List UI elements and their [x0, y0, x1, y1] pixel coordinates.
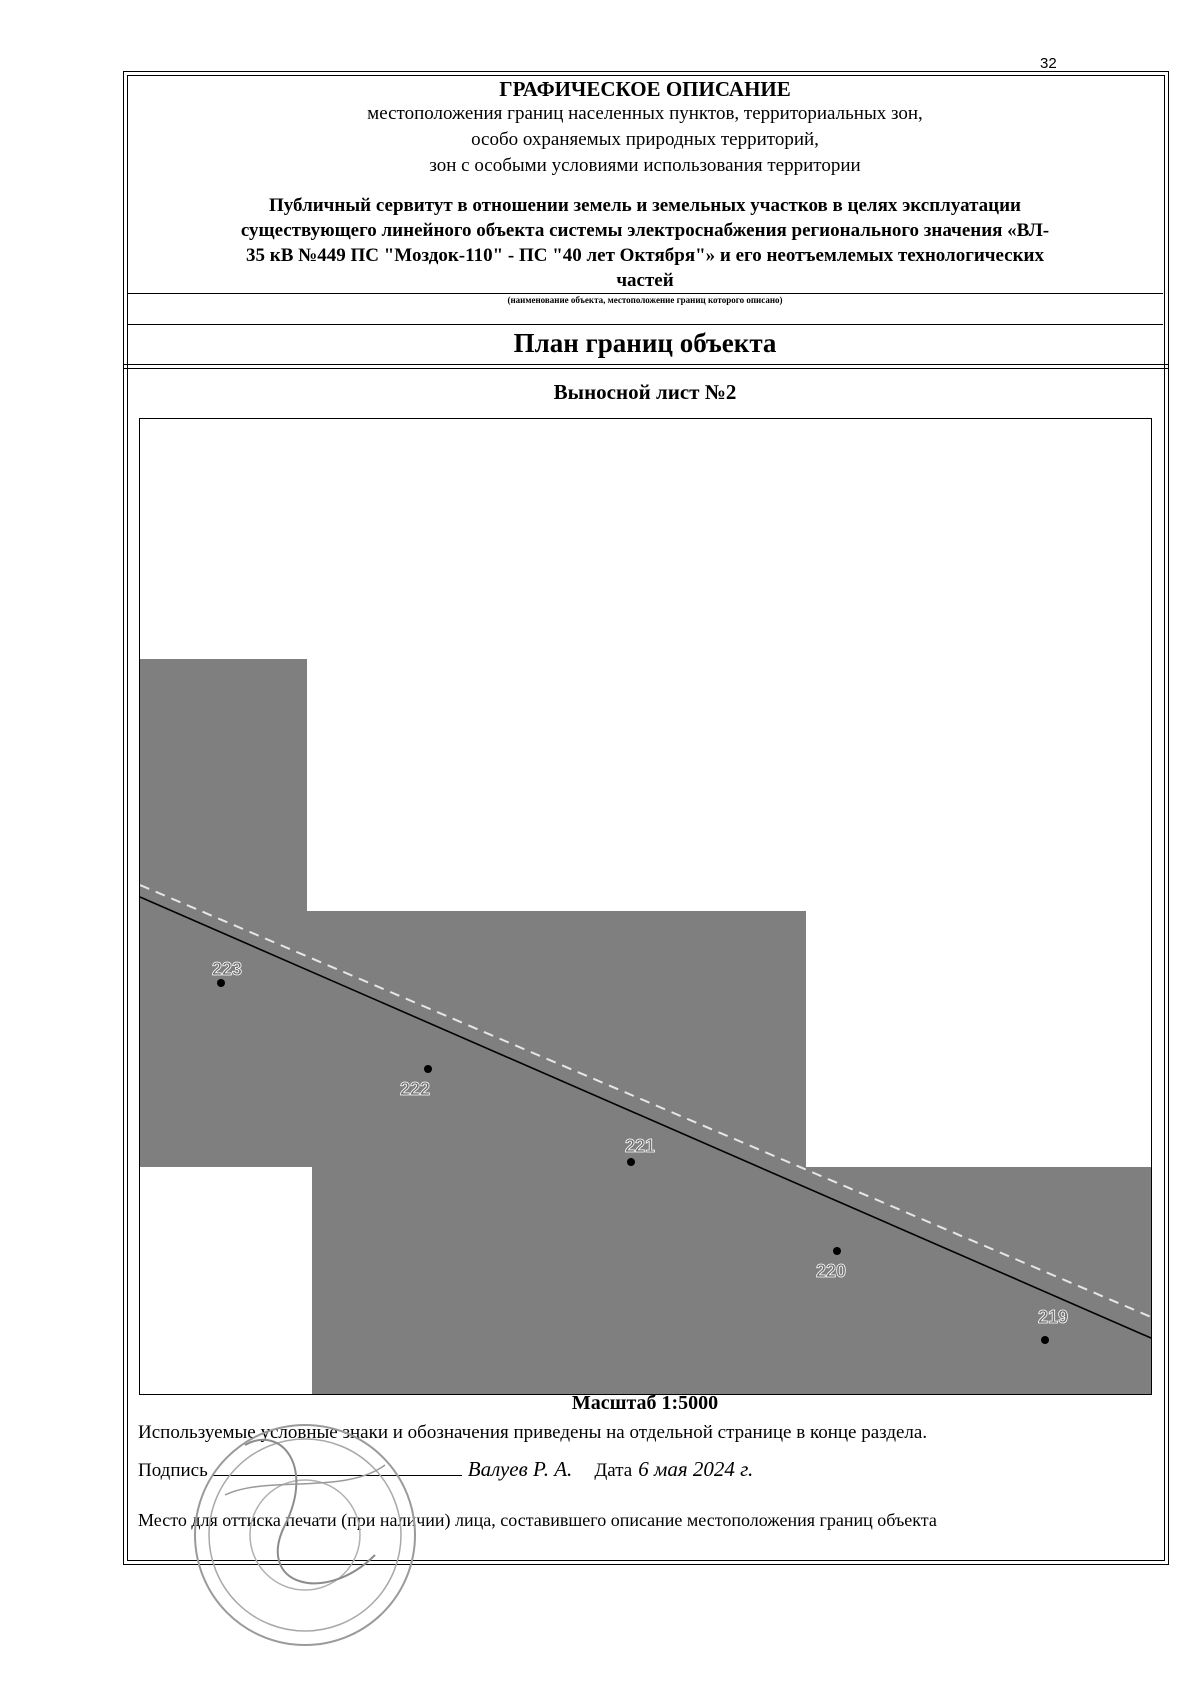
object-name-line-4: частей [616, 270, 674, 291]
point-marker [627, 1158, 635, 1166]
object-name-line-3: 35 кВ №449 ПС "Моздок-110" - ПС "40 лет Октября"» и его неотъемлемых технологических [246, 245, 1044, 266]
date-label: Дата [594, 1460, 633, 1481]
divider [123, 368, 1169, 369]
divider [127, 293, 1163, 294]
document-title: ГРАФИЧЕСКОЕ ОПИСАНИЕ [499, 77, 791, 101]
sheet-title: Выносной лист №2 [553, 380, 737, 404]
stamp-note: Место для оттиска печати (при наличии) лица, составившего описание местоположения границ объекта [138, 1510, 937, 1530]
object-name [155, 193, 1135, 293]
zone-polygon [140, 659, 1151, 1394]
point-marker [833, 1247, 841, 1255]
signature-label: Подпись [138, 1460, 208, 1481]
point-label: 221 [625, 1136, 656, 1156]
date-value: 6 мая 2024 г. [638, 1457, 754, 1481]
subtitle-line-3: зон с особыми условиями использования территории [429, 155, 861, 176]
divider [127, 324, 1163, 325]
page-number: 32 [1040, 55, 1057, 72]
divider [123, 364, 1169, 365]
boundary-map [140, 419, 1151, 1394]
plan-title: План границ объекта [513, 328, 777, 358]
map-scale: Масштаб 1:5000 [571, 1392, 719, 1414]
subtitle-line-1: местоположения границ населенных пунктов, территориальных зон, [367, 103, 923, 124]
object-caption: (наименование объекта, местоположение границ которого описано) [507, 295, 783, 305]
subtitle-line-2: особо охраняемых природных территорий, [471, 129, 819, 150]
signer-name: Валуев Р. А. [467, 1457, 573, 1481]
map-area [139, 418, 1152, 1395]
legend-note: Используемые условные знаки и обозначения приведены на отдельной странице в конце раздела. [138, 1422, 928, 1443]
point-marker [424, 1065, 432, 1073]
point-marker [217, 979, 225, 987]
object-name-line-1: Публичный сервитут в отношении земель и земельных участков в целях эксплуатации [269, 195, 1021, 216]
point-label: 219 [1038, 1307, 1069, 1327]
point-label: 223 [212, 959, 243, 979]
seal-stamp [185, 1405, 425, 1660]
object-name-line-2: существующего линейного объекта системы электроснабжения регионального значения «ВЛ- [240, 220, 1050, 241]
point-label: 222 [400, 1079, 431, 1099]
point-marker [1041, 1336, 1049, 1344]
point-label: 220 [816, 1261, 847, 1281]
